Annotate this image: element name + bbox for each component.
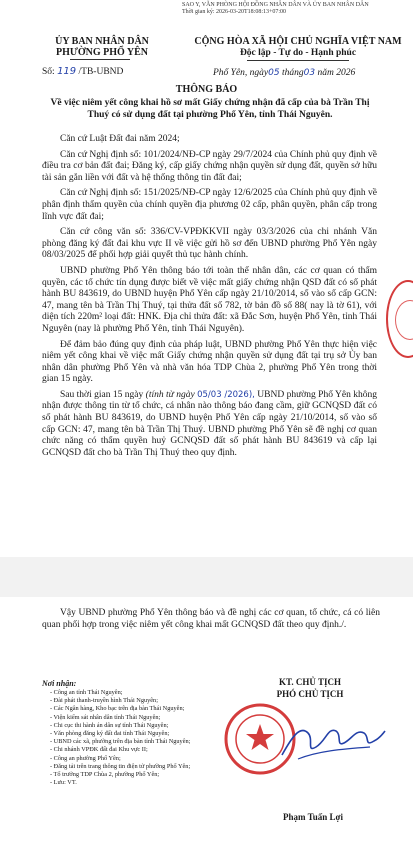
recipient-item: - Tổ trưởng TDP Chùa 2, phường Phổ Yên; (50, 771, 160, 779)
copy-stamp-line-1: SAO Y, VĂN PHÒNG HỘI ĐỒNG NHÂN DÂN VÀ ỦY BAN NHÂN DÂN (182, 2, 369, 8)
deadline-handwritten-date: 05/03 /2026), (197, 389, 255, 400)
signer-name: Phạm Tuấn Lợi (282, 812, 343, 822)
issuing-org-line-1: ỦY BAN NHÂN DÂN (55, 36, 149, 47)
motto-underline (247, 60, 349, 61)
deadline-italic: (tính từ ngày (145, 389, 195, 400)
doc-number-prefix: Số: (42, 67, 58, 77)
recipient-item: - Công an tỉnh Thái Nguyên; (50, 689, 123, 696)
signature-title-2: PHÓ CHỦ TỊCH (276, 689, 344, 699)
recipient-item: - Lưu: VT. (50, 779, 77, 787)
paragraph-legal-basis-4: Căn cứ công văn số: 336/CV-VPĐKKVII ngày 03/3/2026 của chi nhánh Văn phòng đăng ký đất đai khu vực II về việc gửi hồ sơ đến UBND phường Phổ Yên ngày 08/03/2025 để phối hợp giải quyết thủ tục hành chính. (42, 227, 377, 261)
org-underline (70, 59, 130, 60)
paragraph-posting: Để đảm bảo đúng quy định của pháp luật, UBND phường Phổ Yên thực hiện việc niêm yết công khai về việc mất Giấy chứng nhận quyền sử dụng đất tại trụ sở Ủy ban nhân dân phường Phổ Yên và nhà văn hóa TDP Chùa 2, phường Phổ Yên trong thời gian 15 ngày. (42, 339, 377, 385)
document-body (42, 134, 377, 459)
document-number (42, 66, 123, 77)
deadline-text-end: UBND phường Phổ Yên không nhận được thông tin từ tổ chức, cá nhân nào thông báo đang cầm, giữ GCNQSD đất có số phát hành BU 843619, do UBND huyện Phổ Yên cấp ngày 21/10/2014, số vào sổ cấp GCN: 47, mang tên bà Trần Thị Thuý. UBND phường Phổ Yên sẽ đề nghị cơ quan chức năng có thẩm quyền huỷ GCNQSD đất số phát hành BU 843619 và cấp lại GCNQSD đất cho bà Trần Thị Thuý theo quy định. (42, 389, 377, 458)
deadline-text-start: Sau thời gian 15 ngày (60, 389, 146, 400)
paragraph-announcement: UBND phường Phổ Yên thông báo tới toàn thể nhân dân, các cơ quan có thẩm quyền, các tổ chức tín dụng được biết về việc mất giấy chứng nhận QSD đất có số phát hành BU 843619, do UBND huyện Phổ Yên cấp ngày 21/10/2014, số vào sổ cấp GCN: 47, mang tên bà Trần Thị Thuý, tại thửa đất số 782, tờ bản đồ số 88( nay là tờ 61), với diện tích 220m² loại đất: HNK. Địa chỉ thửa đất: xã Đắc Sơn, huyện Phổ Yên, tỉnh Thái Nguyên (nay là phường Phổ Yên, tỉnh Thái Nguyên). (42, 265, 377, 334)
closing-paragraph (42, 607, 380, 631)
recipients-list (50, 689, 240, 787)
paragraph-legal-basis-3: Căn cứ Nghị định số: 151/2025/NĐ-CP ngày 12/6/2025 của Chính phủ quy định về phân định thẩm quyền của chính quyền địa phương 02 cấp, phân quyền, phân cấp trong lĩnh vực đất đai; (42, 188, 377, 222)
date-middle: tháng (279, 68, 304, 78)
digital-copy-stamp (182, 2, 412, 16)
national-motto: Độc lập - Tự do - Hạnh phúc (239, 48, 357, 58)
recipient-item: - Chi cục thi hành án dân sự tỉnh Thái Nguyên; (50, 721, 169, 729)
recipient-item: - Đăng tải trên trang thông tin điện tử phường Phổ Yên; (50, 762, 191, 770)
date-prefix: Phổ Yên, ngày (213, 68, 269, 78)
recipient-item: - Công an phường Phổ Yên; (50, 754, 121, 762)
document-page-2 (0, 597, 413, 847)
recipient-item: - Văn phòng đăng ký đất đai tỉnh Thái Nguyên; (50, 730, 170, 738)
signature-title-1: KT. CHỦ TỊCH (279, 677, 341, 687)
closing-text: Vậy UBND phường Phổ Yên thông báo và đề nghị các cơ quan, tổ chức, cá có liên quan phối hợp trong việc niêm yết công khai mất GCNQSD đất theo quy định./. (42, 608, 380, 630)
recipient-item: - Các Ngân hàng, Kho bạc trên địa bàn Thái Nguyên; (50, 705, 185, 713)
recipient-item: - UBND các xã, phường trên địa bàn tỉnh Thái Nguyên; (50, 738, 191, 746)
paragraph-deadline (42, 390, 377, 460)
date-day: 05 (268, 68, 280, 78)
date-month: 03 (303, 68, 316, 78)
recipient-item: - Đài phát thanh-truyền hình Thái Nguyên; (50, 697, 158, 705)
recipient-item: - Chi nhánh VPĐK đất đai Khu vực II; (50, 746, 148, 754)
paragraph-legal-basis-2: Căn cứ Nghị định số: 101/2024/NĐ-CP ngày 29/7/2024 của Chính phủ quy định về điều tra cơ bản đất đai; Đăng ký, cấp giấy chứng nhận quyền sử dụng đất, quyền sở hữu tài sản gắn liền với đất và hệ thống thông tin đất đai; (42, 149, 377, 183)
copy-stamp-line-2: Thời gian ký: 2026-03-20T18:08:13+07:00 (182, 9, 287, 16)
paragraph-legal-basis-1: Căn cứ Luật Đất đai năm 2024; (60, 134, 180, 144)
handwritten-signature (278, 707, 388, 767)
document-date (213, 68, 355, 78)
document-title: THÔNG BÁO (175, 84, 238, 95)
doc-number-handwritten: 119 (57, 66, 77, 77)
recipient-item: - Viện kiểm sát nhân dân tỉnh Thái Nguyên; (50, 713, 161, 721)
document-subject: Về việc niêm yết công khai hồ sơ mất Giấy chứng nhận đã cấp của bà Trần Thị Thuý có sử dụng đất tại phường Phổ Yên, tỉnh Thái Nguyên. (50, 98, 370, 120)
date-suffix: năm 2026 (315, 68, 356, 78)
recipients-title: Nơi nhận: (42, 679, 77, 688)
issuing-org-line-2: PHƯỜNG PHỔ YÊN (55, 47, 149, 58)
doc-number-suffix: /TB-UBND (76, 67, 124, 77)
national-title: CỘNG HÒA XÃ HỘI CHỦ NGHĨA VIỆT NAM (194, 36, 402, 47)
